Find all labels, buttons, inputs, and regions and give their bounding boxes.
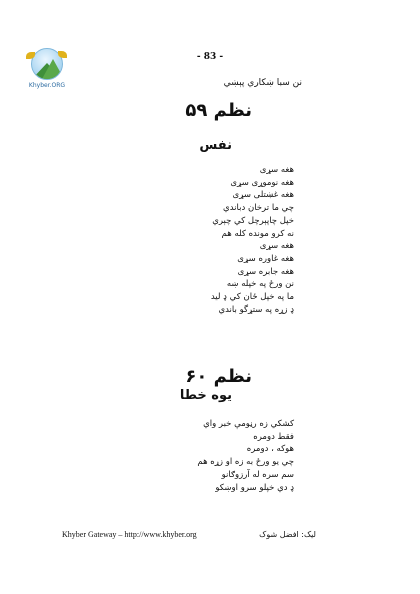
logo-caption: Khyber.ORG: [28, 82, 66, 89]
poem-line: چي يو ورځ به زه او زړه هم: [197, 457, 294, 468]
poem-line: ما په خپل ځان کي ډ لید: [210, 292, 294, 303]
page-number: - 83 -: [196, 52, 224, 62]
poem-line: هغه جابره سړی: [237, 266, 294, 277]
poem-line: کشکي زه رڼومې خبر واي: [203, 419, 294, 429]
poem-line: ډ دي خپلو سرو اوښکو: [215, 482, 294, 493]
poem-line: فقط دومره: [253, 431, 294, 442]
running-header: نن سبا ښکاري پېښي: [223, 78, 302, 88]
poem-60-title: نظم ۶۰: [185, 366, 252, 387]
poem-60-body: [94, 418, 294, 494]
footer-source: Khyber Gateway – http://www.khyber.org: [62, 530, 197, 539]
poem-line: هغه سړی: [259, 241, 294, 252]
poem-line: سم سره له آرزوګانو: [221, 469, 294, 480]
poem-line: نه کرو مونده کله هم: [221, 228, 294, 239]
poem-line: خپل چاپېرچل کي چېري: [212, 215, 294, 226]
poem-line: هغه غاوره سړی: [237, 253, 294, 264]
poem-line: هغه نوموړی سړی: [230, 177, 294, 188]
poem-line: هغه غښتلی سړی: [232, 190, 294, 201]
poem-59-body: [94, 164, 294, 316]
poem-line: چي ما ترخان دباندي: [223, 203, 294, 214]
poem-59-subtitle: نفس: [199, 138, 232, 153]
footer-author: ليک: افضل شوک: [259, 530, 316, 539]
poem-line: هوکه ، دومره: [246, 444, 294, 455]
poem-60-subtitle: يوه خطا: [179, 388, 232, 403]
poem-line: هغه سړی: [259, 165, 294, 175]
poem-line: ډ زړه په ستړگو باندي: [218, 304, 294, 315]
poem-59-title: نظم ۵۹: [185, 100, 252, 121]
poem-line: نن ورځ په خپله ښه: [226, 279, 294, 290]
